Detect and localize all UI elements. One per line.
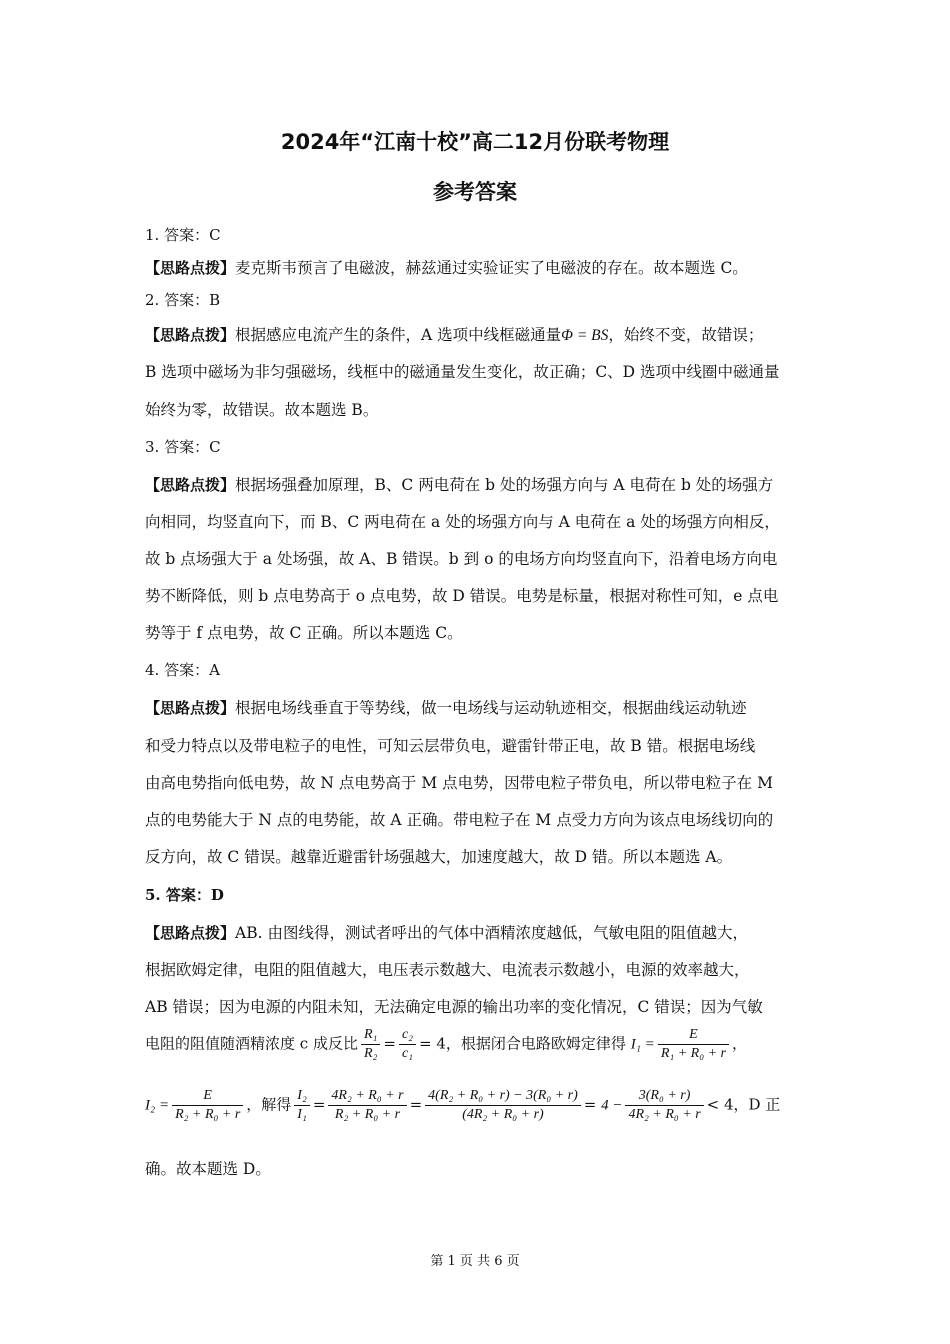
- q4-answer: 4. 答案：A: [145, 661, 220, 679]
- fraction-c2-c1: $\frac{\text{c₂}}{\text{c₁}}$: [399, 1026, 416, 1063]
- fraction-r1-r2: $\frac{\text{R₁}}{\text{R₂}}$: [361, 1026, 380, 1063]
- q2-line-2: B 选项中磁场为非匀强磁场，线框中的磁通量发生变化，故正确；C、D 选项中线圈中磁通量: [145, 363, 780, 381]
- q4-line-2: 和受力特点以及带电粒子的电性，可知云层带负电，避雷针带正电，故 B 错。根据电场线: [145, 737, 756, 755]
- q3-line-4: 势不断降低，则 b 点电势高于 o 点电势，故 D 错误。电势是标量，根据对称性可知，e 点电: [145, 587, 779, 605]
- q4-line-4: 点的电势能大于 N 点的电势能，故 A 正确。带电粒子在 M 点受力方向为该点电场线切向的: [145, 811, 774, 829]
- fraction-step-3: $\frac{\text{3(R₀ + r)}}{\text{4R₂ + R₀ + r}}$: [625, 1087, 703, 1124]
- q4-line-5: 反方向，故 C 错误。越靠近避雷针场强越大，加速度越大，故 D 错。所以本题选 A。: [145, 848, 733, 866]
- q5-line-4: 电阻的阻值随酒精浓度 c 成反比 $\frac{\text{R₁}}{\text{R₂}}$ = $\frac{\text{c₂}}{\text{c₁}}$ = 4，根据闭合电路欧姆定律得 I₁ = $\frac{E}{\text{R₁ + R₀ + r}}$ ，: [145, 1027, 748, 1061]
- q5-answer: 5. 答案：D: [145, 886, 224, 904]
- fraction-step-2: $\frac{\text{4(R₂ + R₀ + r) − 3(R₀ + r)}}{\text{(4R₂ + R₀ + r)}}$: [425, 1087, 581, 1124]
- q3-line-2: 向相同，均竖直向下，而 B、C 两电荷在 a 处的场强方向与 A 电荷在 a 处的场强方向相反，: [145, 513, 780, 531]
- q3-line-3: 故 b 点场强大于 a 处场强，故 A、B 错误。b 到 o 的电场方向均竖直向下，沿着电场方向电: [145, 550, 778, 568]
- q5-line-5: I₂ = $\frac{E}{\text{R₂ + R₀ + r}}$ ，解得 $\frac{\text{I₂}}{\text{I₁}}$ = $\frac{\text{4R₂ + R₀ + r}}{\text{R₂ + R₀ + r}}$ = $\frac{\text{4(R₂ + R₀ + r) − 3(R₀ + r)}}{\text{(4R₂ + R₀ + r)}}$ = 4 − $\frac{\text{3(R₀ + r)}}{\text{4R₂ + R₀ + r}}$ < 4，D 正: [145, 1088, 781, 1122]
- q2-answer: 2. 答案：B: [145, 291, 221, 309]
- q5-line-2: 根据欧姆定律，电阻的阻值越大，电压表示数越大、电流表示数越小，电源的效率越大，: [145, 961, 750, 979]
- page-subtitle: 参考答案: [433, 180, 517, 204]
- q4-line-3: 由高电势指向低电势，故 N 点电势高于 M 点电势，因带电粒子带负电，所以带电粒子在 M: [145, 774, 773, 792]
- page-footer: 第 1 页 共 6 页: [430, 1254, 520, 1269]
- q5-line-6: 确。故本题选 D。: [145, 1160, 271, 1178]
- q5-line-1: 【思路点拨】AB. 由图线得，测试者呼出的气体中酒精浓度越低，气敏电阻的阻值越大，: [145, 924, 748, 942]
- fraction-i2: $\frac{E}{\text{R₂ + R₀ + r}}$: [172, 1087, 243, 1124]
- q5-line-3: AB 错误；因为电源的内阻未知，无法确定电源的输出功率的变化情况，C 错误；因为气敏: [145, 998, 763, 1016]
- fraction-i1: $\frac{E}{\text{R₁ + R₀ + r}}$: [658, 1026, 729, 1063]
- page-title: 2024年“江南十校”高二12月份联考物理: [280, 130, 670, 154]
- q1-hint: 【思路点拨】麦克斯韦预言了电磁波，赫兹通过实验证实了电磁波的存在。故本题选 C。: [145, 259, 748, 277]
- fraction-i2-i1: $\frac{\text{I₂}}{\text{I₁}}$: [294, 1087, 310, 1124]
- q3-answer: 3. 答案：C: [145, 438, 221, 456]
- q2-line-1: 【思路点拨】根据感应电流产生的条件，A 选项中线框磁通量Φ = BS，始终不变，故错误；: [145, 326, 764, 344]
- q4-line-1: 【思路点拨】根据电场线垂直于等势线，做一电场线与运动轨迹相交，根据曲线运动轨迹: [145, 699, 747, 717]
- fraction-step-1: $\frac{\text{4R₂ + R₀ + r}}{\text{R₂ + R₀ + r}}$: [328, 1087, 406, 1124]
- q3-line-1: 【思路点拨】根据场强叠加原理，B、C 两电荷在 b 处的场强方向与 A 电荷在 b 处的场强方: [145, 476, 774, 494]
- q1-answer: 1. 答案：C: [145, 226, 221, 244]
- hint-tag: 【思路点拨】: [145, 259, 236, 277]
- q2-line-3: 始终为零，故错误。故本题选 B。: [145, 401, 379, 419]
- q3-line-5: 势等于 f 点电势，故 C 正确。所以本题选 C。: [145, 624, 463, 642]
